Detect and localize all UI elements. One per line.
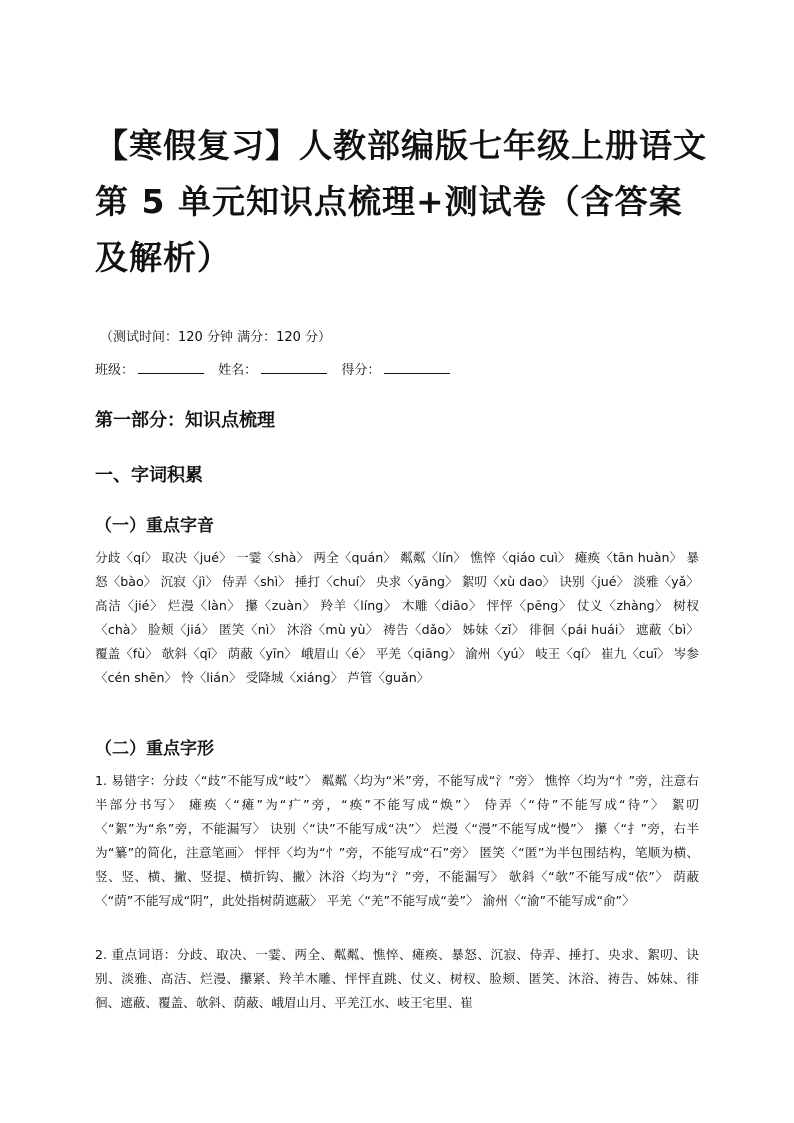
name-label: 姓名： (218, 363, 258, 378)
error-prone-characters-paragraph: 1. 易错字：分歧〈“歧”不能写成“岐”〉 粼粼〈均为“米”旁，不能写成“氵”旁〉 憔悴〈均为“忄”旁，注意右半部分书写〉 瘫痪〈“瘫”为“疒”旁，“痪”不能写成“焕”〉 侍弄〈“侍”不能写成“待”〉 絮叨〈“絮”为“糸”旁，不能漏写〉 诀别〈“诀”不能写成“决”〉 烂漫〈“漫”不能写成“慢”〉 攥〈“扌”旁，右半为“纂”的简化，注意笔画〉 怦怦〈均为“忄”旁，不能写成“石”旁〉 匿笑〈“匿”为半包围结构，笔顺为横、竖、竖、横、撇、竖提、横折钩、撇〉沐浴〈均为“氵”旁，不能漏写〉 欹斜〈“欹”不能写成“依”〉 荫蔽〈“荫”不能写成“阴”，此处指树荫遮蔽〉 平羌〈“羌”不能写成“姜”〉 渝州〈“渝”不能写成“俞”〉 (95, 773, 699, 908)
class-blank (138, 361, 204, 374)
test-info: （测试时间：120 分钟 满分：120 分） (100, 330, 332, 345)
document-title: 【寒假复习】人教部编版七年级上册语文第 5 单元知识点梳理+测试卷（含答案及解析） (95, 126, 707, 277)
pronunciation-paragraph: 分歧〈qí〉 取决〈jué〉 一霎〈shà〉 两全〈quán〉 粼粼〈lín〉 憔悴〈qiáo cuì〉 瘫痪〈tān huàn〉 暴怒〈bào〉 沉寂〈jì〉 侍弄〈shì〉 捶打〈chuí〉 央求〈yāng〉 絮叨〈xù dao〉 诀别〈jué〉 淡雅〈yǎ〉 高洁〈jié〉 烂漫〈làn〉 攥〈zuàn〉 羚羊〈líng〉 木雕〈diāo〉 怦怦〈pēng〉 仗义〈zhàng〉 树杈〈chà〉 脸颊〈jiá〉 匿笑〈nì〉 沐浴〈mù yù〉 祷告〈dǎo〉 姊妹〈zǐ〉 徘徊〈pái huái〉 遮蔽〈bì〉 覆盖〈fù〉 欹斜〈qī〉 荫蔽〈yīn〉 峨眉山〈é〉 平羌〈qiāng〉 渝州〈yú〉 岐王〈qí〉 崔九〈cuī〉 岑参〈cén shēn〉 怜〈lián〉 受降城〈xiáng〉 芦管〈guǎn〉 (95, 550, 699, 685)
key-words-paragraph: 2. 重点词语：分歧、取决、一霎、两全、粼粼、憔悴、瘫痪、暴怒、沉寂、侍弄、捶打、央求、絮叨、诀别、淡雅、高洁、烂漫、攥紧、羚羊木雕、怦怦直跳、仗义、树杈、脸颊、匿笑、沐浴、祷告、姊妹、徘徊、遮蔽、覆盖、欹斜、荫蔽、峨眉山月、平羌江水、岐王宅里、崔 (95, 947, 699, 1010)
class-label: 班级： (95, 363, 135, 378)
name-blank (261, 361, 327, 374)
score-blank (384, 361, 450, 374)
section1-heading: 一、字词积累 (95, 465, 203, 486)
sub1-heading: （一）重点字音 (95, 516, 214, 536)
score-label: 得分： (341, 363, 381, 378)
part1-heading: 第一部分：知识点梳理 (95, 410, 275, 431)
sub2-heading: （二）重点字形 (95, 739, 214, 759)
student-info-fields (95, 361, 460, 380)
